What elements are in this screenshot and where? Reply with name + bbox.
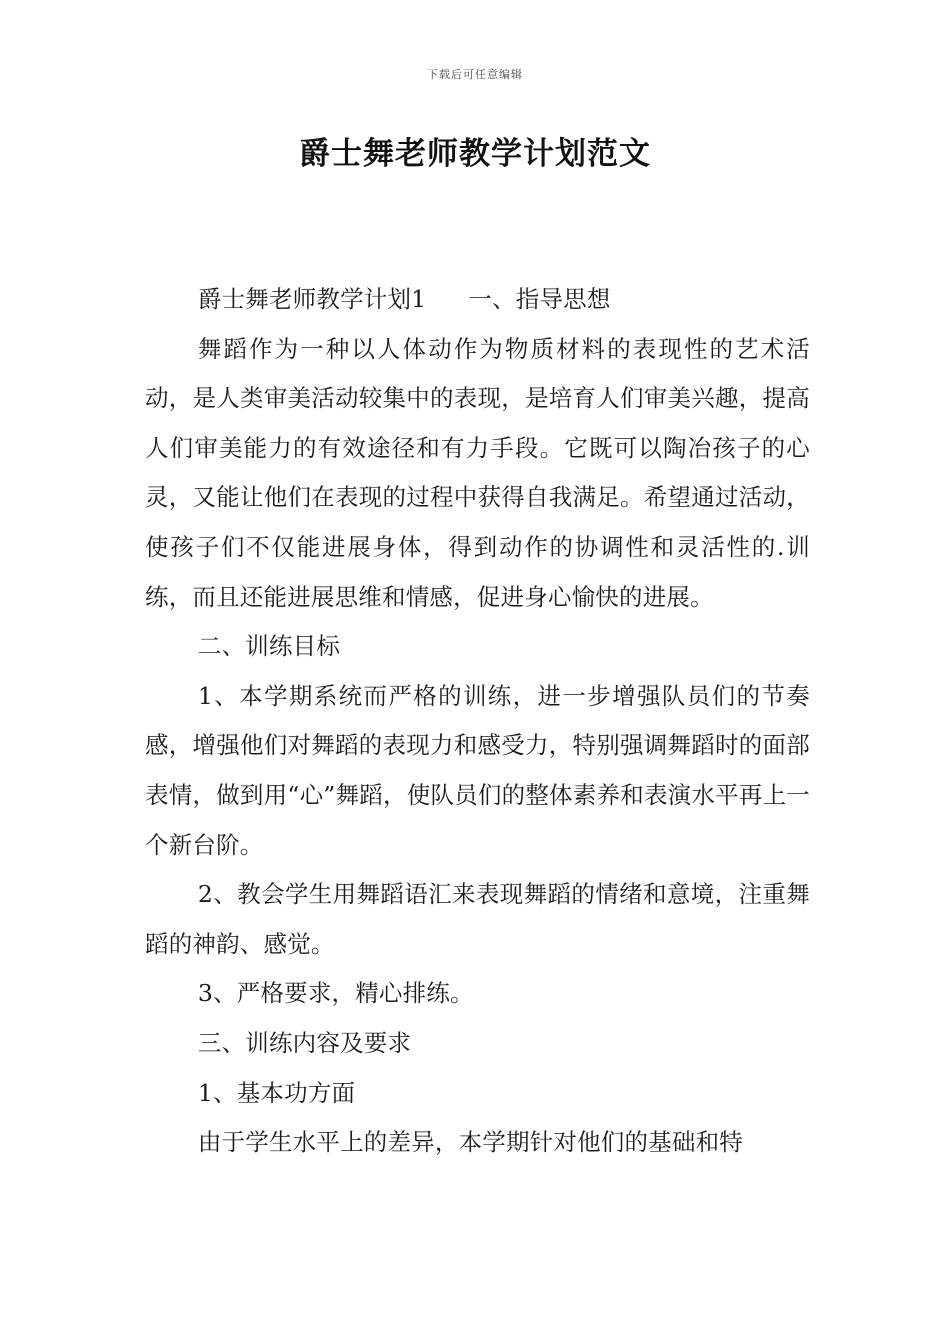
- plan-label: 爵士舞老师教学计划1: [197, 285, 427, 313]
- header-note: 下载后可任意编辑: [427, 68, 523, 81]
- paragraph-goal-3: 3、严格要求，精心排练。: [197, 979, 474, 1008]
- intro-line: [145, 275, 810, 325]
- paragraph-goal-1: 1、本学期系统而严格的训练，进一步增强队员们的节奏感，增强他们对舞蹈的表现力和感受力，特别强调舞蹈时的面部表情，做到用“心”舞蹈，使队员们的整体素养和表演水平再上一个新台阶。: [145, 681, 810, 859]
- section-heading-guiding-thought: 一、指导思想: [468, 285, 611, 313]
- section-heading-training-goals: 二、训练目标: [197, 632, 341, 661]
- document-body: [145, 275, 810, 1168]
- section-heading-training-content: 三、训练内容及要求: [197, 1028, 412, 1057]
- paragraph-basic-skills: 由于学生水平上的差异，本学期针对他们的基础和特: [197, 1128, 743, 1157]
- page-title: 爵士舞老师教学计划范文: [299, 136, 651, 172]
- paragraph-guiding-thought: 舞蹈作为一种以人体动作为物质材料的表现性的艺术活动，是人类审美活动较集中的表现，是培育人们审美兴趣，提高人们审美能力的有效途径和有力手段。它既可以陶冶孩子的心灵，又能让他们在表现的过程中获得自我满足。希望通过活动，使孩子们不仅能进展身体，得到动作的协调性和灵活性的.训练，而且还能进展思维和情感，促进身心愉快的进展。: [145, 334, 810, 611]
- paragraph-goal-2: 2、教会学生用舞蹈语汇来表现舞蹈的情绪和意境，注重舞蹈的神韵、感觉。: [145, 880, 810, 958]
- subheading-basic-skills: 1、基本功方面: [197, 1078, 356, 1107]
